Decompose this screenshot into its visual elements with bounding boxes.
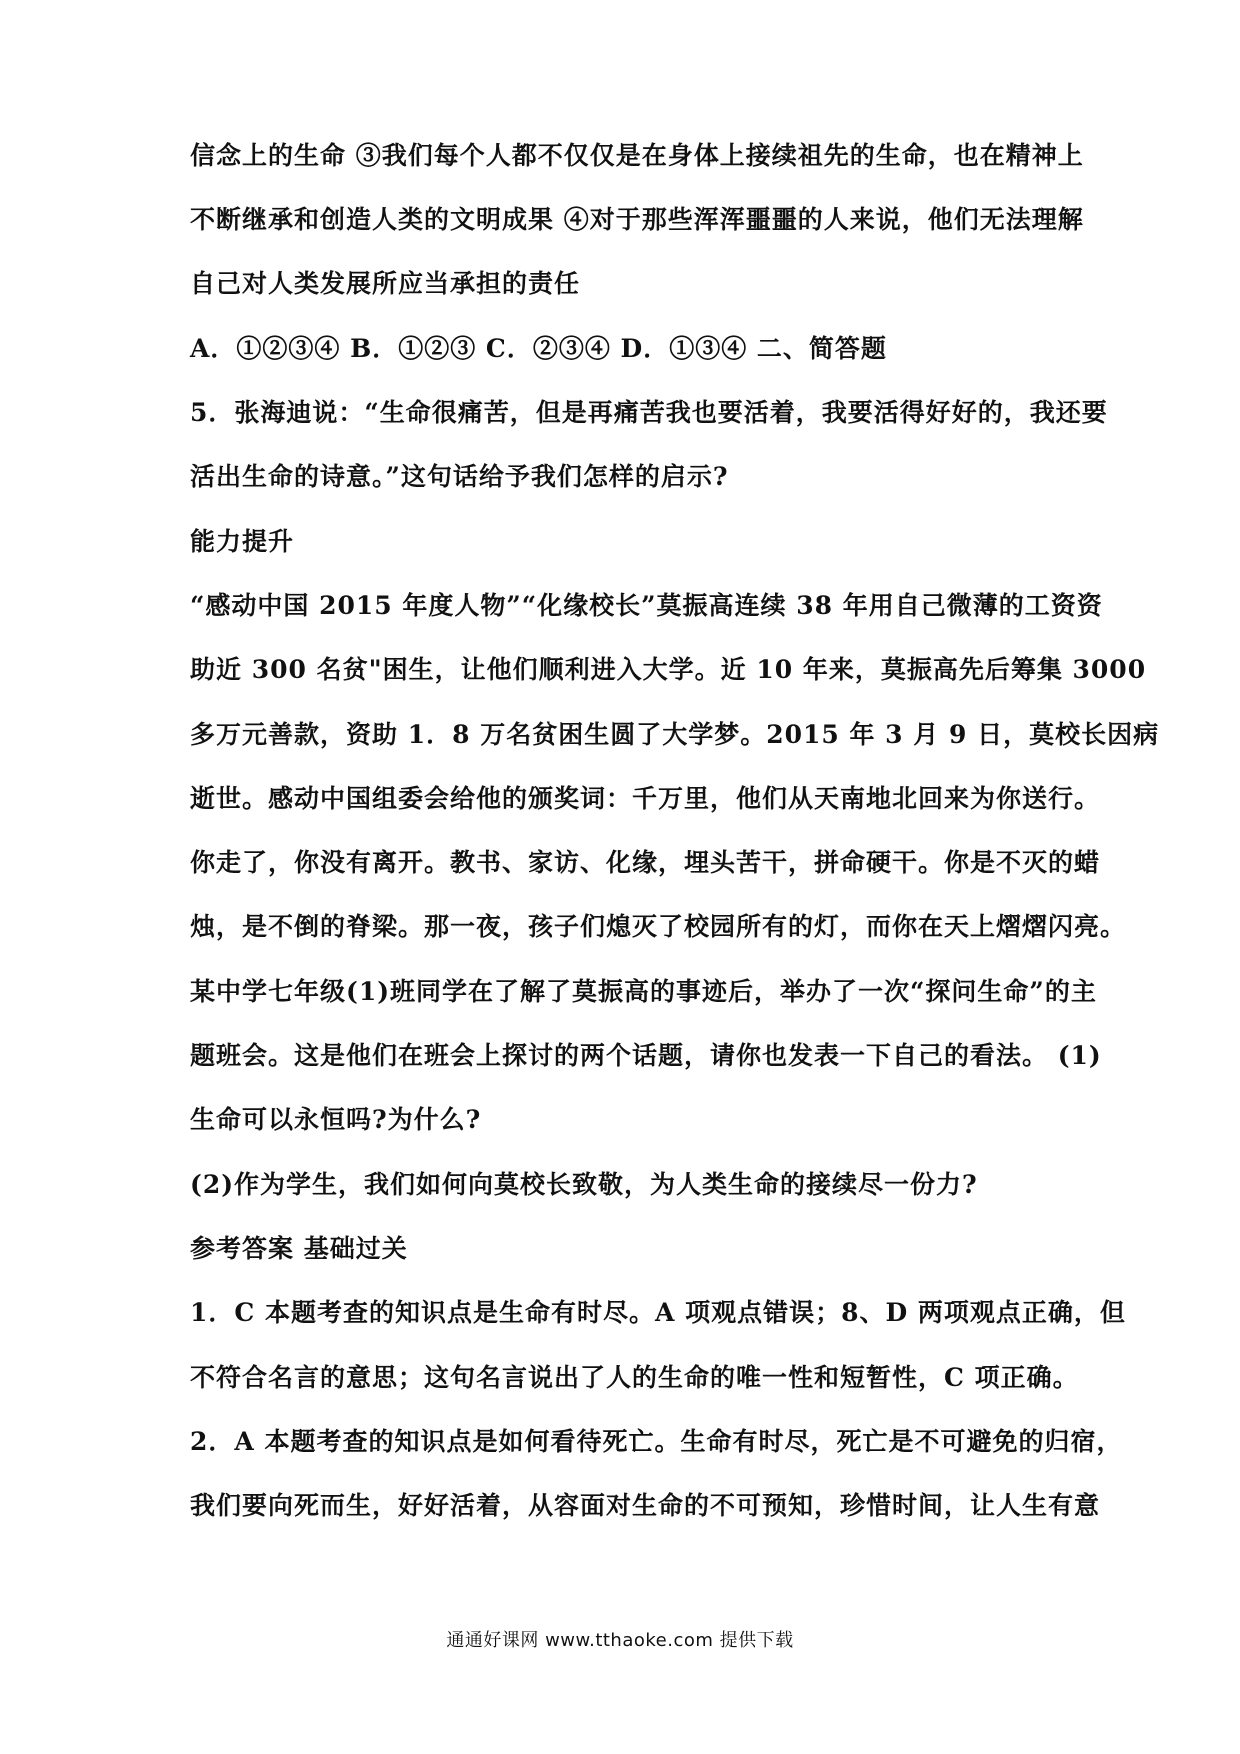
page-footer: 通通好课网 www.tthaoke.com 提供下载 [446,1630,794,1651]
text-line: 某中学七年级(1)班同学在了解了莫振高的事迹后，举办了一次“探问生命”的主 [190,977,1097,1006]
text-line: 逝世。感动中国组委会给他的颁奖词：千万里，他们从天南地北回来为你送行。 [190,784,1101,813]
question-line: 生命可以永恒吗?为什么? [190,1105,482,1134]
answer-line: 不符合名言的意思；这句名言说出了人的生命的唯一性和短暂性，C 项正确。 [190,1363,1079,1392]
text-line: “感动中国 2015 年度人物”“化缘校长”莫振高连续 38 年用自己微薄的工资资 [190,591,1103,620]
answer-options-line: A．①②③④ B．①②③ C．②③④ D．①③④ 二、简答题 [190,334,887,363]
text-line: 题班会。这是他们在班会上探讨的两个话题，请你也发表一下自己的看法。 (1) [190,1041,1102,1070]
text-line: 你走了，你没有离开。教书、家访、化缘，埋头苦干，拼命硬干。你是不灭的蜡 [190,848,1101,877]
text-line: 多万元善款，资助 1．8 万名贫困生圆了大学梦。2015 年 3 月 9 日，莫校长因病 [190,720,1160,749]
text-line: 信念上的生命 ③我们每个人都不仅仅是在身体上接续祖先的生命，也在精神上 [190,141,1084,170]
answer-line: 1．C 本题考查的知识点是生命有时尽。A 项观点错误；8、D 两项观点正确，但 [190,1298,1126,1327]
question-line: 5．张海迪说：“生命很痛苦，但是再痛苦我也要活着，我要活得好好的，我还要 [190,398,1108,427]
question-line: (2)作为学生，我们如何向莫校长致敬，为人类生命的接续尽一份力? [190,1170,978,1199]
text-line: 自己对人类发展所应当承担的责任 [190,269,581,298]
text-line: 不断继承和创造人类的文明成果 ④对于那些浑浑噩噩的人来说，他们无法理解 [190,205,1084,234]
answer-line: 2．A 本题考查的知识点是如何看待死亡。生命有时尽，死亡是不可避免的归宿， [190,1427,1123,1456]
section-heading: 能力提升 [190,527,295,556]
text-line: 烛，是不倒的脊梁。那一夜，孩子们熄灭了校园所有的灯，而你在天上熠熠闪亮。 [190,912,1127,941]
question-line: 活出生命的诗意。”这句话给予我们怎样的启示? [190,462,729,491]
answer-line: 我们要向死而生，好好活着，从容面对生命的不可预知，珍惜时间，让人生有意 [190,1491,1101,1520]
text-line: 助近 300 名贫"困生，让他们顺利进入大学。近 10 年来，莫振高先后筹集 3000 [190,655,1147,684]
section-heading: 参考答案 基础过关 [190,1234,408,1263]
